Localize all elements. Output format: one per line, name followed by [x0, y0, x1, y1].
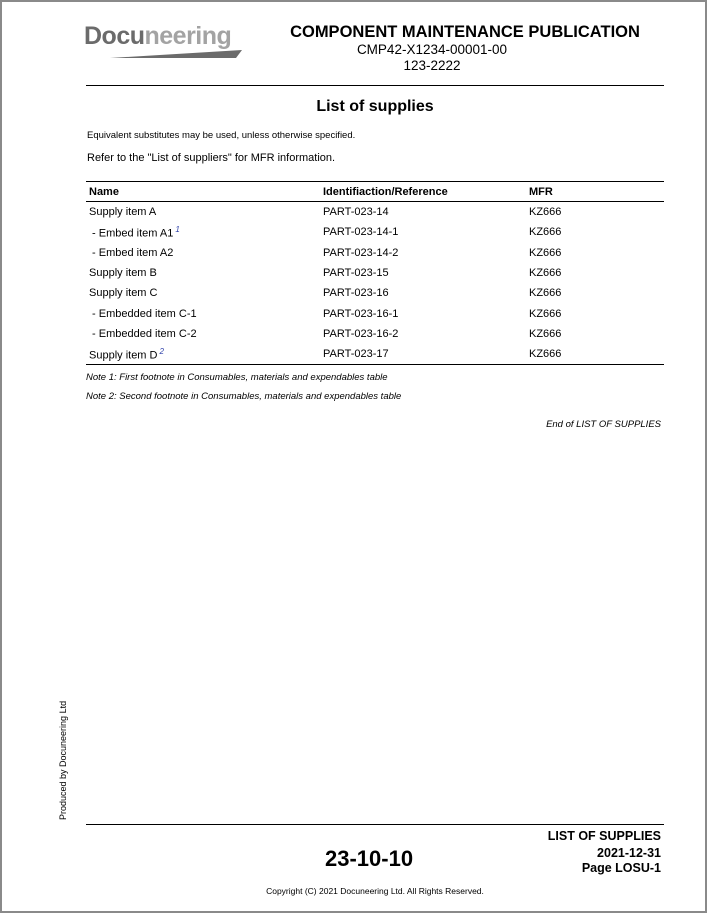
publication-code-secondary: 123-2222 [403, 58, 461, 73]
logo-swoosh-icon [110, 48, 242, 60]
item-name: - Embedded item C-1 [89, 307, 197, 320]
produced-by-label: Produced by Docuneering Ltd [58, 700, 68, 820]
column-header-mfr: MFR [526, 182, 664, 202]
supplies-table [86, 181, 664, 365]
cell-identification: PART-023-14-2 [323, 246, 399, 259]
item-name: Supply item B [89, 267, 157, 280]
table-row [86, 202, 664, 223]
footnote-2: Note 2: Second footnote in Consumables, materials and expendables table [86, 391, 402, 402]
item-name: - Embed item A2 [89, 246, 174, 259]
table-row [86, 283, 664, 303]
footer-section-name: LIST OF SUPPLIES [547, 829, 661, 843]
footer-page-number: Page LOSU-1 [581, 861, 661, 875]
footer-rule [86, 824, 664, 825]
table-row [86, 303, 664, 323]
item-name: Supply item D [89, 349, 158, 362]
table-header-row [86, 182, 664, 202]
cell-mfr: KZ666 [529, 267, 562, 280]
cell-mfr: KZ666 [529, 206, 562, 219]
item-name: Supply item C [89, 287, 158, 300]
publication-code: CMP42-X1234-00001-00 [356, 42, 508, 57]
cell-name [86, 202, 320, 223]
page-title: List of supplies [316, 98, 434, 115]
logo-text-part2: neering [144, 22, 232, 50]
cell-name [86, 344, 320, 365]
column-header-id: Identifiaction/Reference [320, 182, 526, 202]
cell-name [86, 324, 320, 344]
footer-chapter-number: 23-10-10 [325, 846, 414, 871]
publication-title: COMPONENT MAINTENANCE PUBLICATION [290, 23, 640, 41]
cell-mfr: KZ666 [529, 287, 562, 300]
cell-identification: PART-023-16-2 [323, 327, 399, 340]
cell-mfr: KZ666 [529, 246, 562, 259]
cell-identification: PART-023-14-1 [323, 226, 399, 239]
cell-identification: PART-023-15 [323, 267, 389, 280]
footer-date: 2021-12-31 [597, 846, 661, 860]
copyright-notice: Copyright (C) 2021 Docuneering Ltd. All Rights Reserved. [266, 886, 484, 896]
column-header-name: Name [86, 182, 320, 202]
cell-mfr: KZ666 [526, 344, 664, 365]
docuneering-logo [84, 22, 231, 51]
substitutes-note: Equivalent substitutes may be used, unless otherwise specified. [87, 130, 356, 141]
item-name: Supply item A [89, 206, 157, 219]
table-row [86, 222, 664, 242]
cell-identification: PART-023-14 [323, 206, 389, 219]
cell-identification: PART-023-16-1 [323, 307, 399, 320]
header-rule [86, 85, 664, 86]
cell-name [86, 263, 320, 283]
footnote-ref-link[interactable]: 2 [159, 346, 164, 356]
suppliers-reference: Refer to the "List of suppliers" for MFR information. [87, 152, 336, 164]
cell-name [86, 303, 320, 323]
item-name: - Embed item A1 [89, 227, 174, 240]
footnote-1: Note 1: First footnote in Consumables, materials and expendables table [86, 372, 388, 383]
cell-name [86, 283, 320, 303]
end-of-section: End of LIST OF SUPPLIES [546, 419, 661, 430]
cell-identification: PART-023-16 [323, 287, 389, 300]
cell-name [86, 243, 320, 263]
table-row [86, 324, 664, 344]
cell-name [86, 222, 320, 242]
cell-identification: PART-023-17 [320, 344, 526, 365]
table-row [86, 243, 664, 263]
table-row [86, 263, 664, 283]
logo-text-part1: Docu [84, 22, 145, 50]
cell-mfr: KZ666 [529, 226, 562, 239]
footnote-ref-link[interactable]: 1 [175, 225, 180, 235]
table-row [86, 344, 664, 365]
cell-mfr: KZ666 [529, 307, 562, 320]
item-name: - Embedded item C-2 [89, 327, 197, 340]
cell-mfr: KZ666 [529, 327, 562, 340]
